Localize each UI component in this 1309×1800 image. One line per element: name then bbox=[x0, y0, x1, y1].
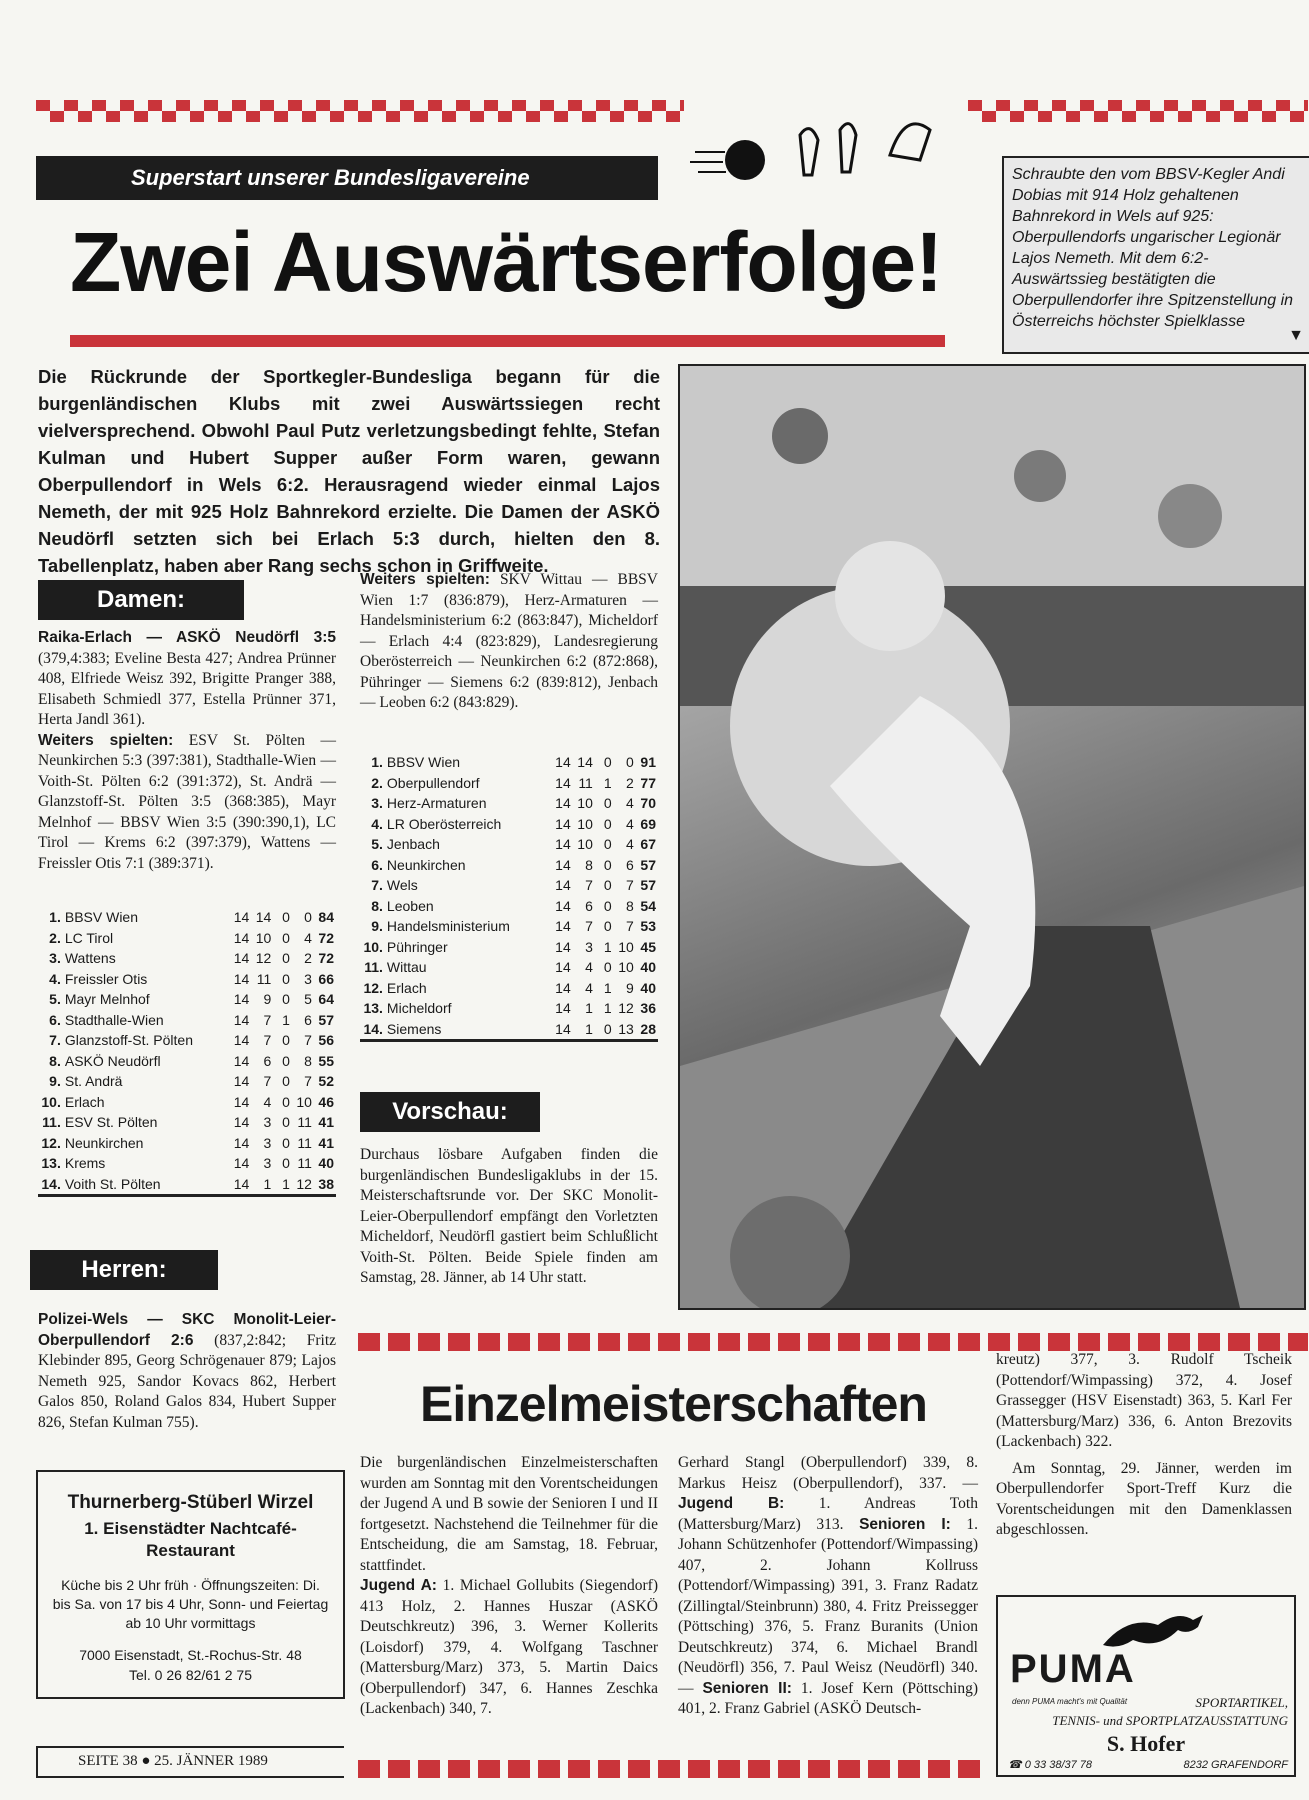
table-cell: 4 bbox=[626, 795, 634, 812]
table-cell: 0 bbox=[603, 897, 612, 914]
table-cell: 11 bbox=[297, 1134, 312, 1151]
table-row bbox=[360, 793, 658, 814]
table-cell: 4 bbox=[626, 836, 634, 853]
table-cell: 0 bbox=[282, 1155, 290, 1172]
table-row bbox=[38, 1051, 336, 1072]
table-cell: 14 bbox=[233, 1073, 250, 1090]
table-cell: 0 bbox=[603, 795, 612, 812]
table-cell: 3 bbox=[304, 970, 312, 987]
table-cell: Herz-Armaturen bbox=[386, 795, 487, 812]
table-row bbox=[38, 928, 336, 949]
puma-name: S. Hofer bbox=[1106, 1731, 1186, 1756]
footer-text: SEITE 38 ● 25. JÄNNER 1989 bbox=[78, 1753, 268, 1769]
einzel-col3-note: Am Sonntag, 29. Jänner, werden im Oberpullendorfer Sport-Treff Kurz die Vorentscheidungen mit den Damenklassen abgeschlossen. bbox=[996, 1459, 1292, 1538]
table-cell: 2 bbox=[304, 950, 312, 967]
table-cell: Neunkirchen bbox=[386, 856, 466, 873]
table-cell: 0 bbox=[282, 970, 290, 987]
table-cell: 0 bbox=[282, 909, 290, 926]
table-cell: 1 bbox=[282, 1175, 290, 1192]
einzel-heading: Einzelmeisterschaften bbox=[420, 1376, 927, 1432]
table-cell: 14 bbox=[233, 1093, 250, 1110]
table-cell: 10 bbox=[577, 836, 593, 853]
table-cell: 11. bbox=[42, 1114, 61, 1131]
table-cell: 14 bbox=[555, 897, 571, 914]
table-cell: 14 bbox=[555, 856, 571, 873]
table-row bbox=[38, 1030, 336, 1051]
herren-heading: Herren: bbox=[30, 1250, 218, 1290]
senioren-2-head: Senioren II: bbox=[702, 1679, 792, 1697]
table-row bbox=[38, 1153, 336, 1174]
table-row bbox=[360, 937, 658, 958]
table-cell: 4 bbox=[585, 979, 593, 996]
table-cell: Wattens bbox=[64, 950, 116, 967]
table-cell: 36 bbox=[640, 1000, 656, 1017]
page-footer bbox=[36, 1746, 344, 1778]
ad-wirzel-address: 7000 Eisenstadt, St.-Rochus-Str. 48 bbox=[79, 1647, 302, 1663]
senioren-1-head: Senioren I: bbox=[859, 1515, 951, 1533]
kicker-bar bbox=[36, 156, 658, 200]
table-cell: Handelsministerium bbox=[386, 918, 510, 935]
table-cell: 6 bbox=[626, 856, 634, 873]
table-cell: 1 bbox=[603, 979, 612, 996]
headline-rule bbox=[70, 335, 945, 347]
table-cell: 57 bbox=[640, 877, 656, 894]
table-cell: 7 bbox=[263, 1032, 272, 1049]
ad-puma bbox=[996, 1595, 1296, 1777]
table-cell: 0 bbox=[626, 754, 634, 771]
table-cell: 0 bbox=[603, 754, 612, 771]
table-cell: 11. bbox=[364, 959, 383, 976]
table-cell: 1 bbox=[263, 1175, 272, 1192]
table-cell: 2 bbox=[626, 774, 634, 791]
table-cell: 4 bbox=[585, 959, 593, 976]
table-cell: 14 bbox=[233, 1114, 250, 1131]
table-cell: LC Tirol bbox=[64, 929, 114, 946]
lead-paragraph: Die Rückrunde der Sportkegler-Bundesliga begann für die burgenländischen Klubs mit zwei Auswärtssiegen recht vielversprechend. Obwohl Paul Putz verletzungsbedingt fehlte, Stefan Kulman und Hubert Supper außer Form waren, gewann Oberpullendorf in Wels 6:2. Herausragend wieder einmal Lajos Nemeth, der mit 925 Holz Bahnrekord erzielte. Die Damen der ASKÖ Neudörfl setzten sich bei Erlach 5:3 durch, hielten den 8. Tabellenplatz, haben aber Rang sechs schon in Griffweite. bbox=[38, 366, 660, 576]
table-cell: 56 bbox=[318, 1032, 334, 1049]
jugend-b-text: 1. Andreas Toth (Mattersburg/Marz) 313. bbox=[678, 1495, 978, 1533]
table-cell: 52 bbox=[318, 1073, 334, 1090]
herren-match-head: Polizei-Wels — SKC Monolit-Leier-Oberpullendorf 2:6 bbox=[38, 1311, 336, 1349]
table-cell: 4 bbox=[263, 1093, 272, 1110]
table-cell: 12 bbox=[618, 1000, 634, 1017]
table-cell: 53 bbox=[640, 918, 656, 935]
table-cell: 0 bbox=[603, 815, 612, 832]
table-cell: Leoben bbox=[386, 897, 434, 914]
table-cell: 14 bbox=[233, 1052, 250, 1069]
table-cell: Neunkirchen bbox=[64, 1134, 144, 1151]
table-cell: LR Oberösterreich bbox=[386, 815, 502, 832]
table-cell: Erlach bbox=[386, 979, 427, 996]
table-cell: 9 bbox=[263, 991, 272, 1008]
damen-standings-table bbox=[38, 907, 336, 1197]
table-cell: 12. bbox=[363, 979, 383, 996]
ad-wirzel bbox=[36, 1470, 345, 1699]
einzel-col3-text: kreutz) 377, 3. Rudolf Tscheik (Pottendorf/Wimpassing) 372, 4. Josef Grassegger (HSV Eisenstadt) 363, 5. Karl Fer (Mattersburg/Marz) 336, 6. Anton Brezovits (Lackenbach) 322. bbox=[996, 1351, 1292, 1450]
table-row bbox=[38, 969, 336, 990]
table-row bbox=[360, 773, 658, 794]
table-cell: 7 bbox=[626, 918, 634, 935]
table-cell: 40 bbox=[318, 1155, 334, 1172]
table-cell: 77 bbox=[640, 774, 656, 791]
table-cell: 3 bbox=[263, 1155, 272, 1172]
ad-wirzel-name: Thurnerberg-Stüberl Wirzel bbox=[67, 1492, 314, 1513]
table-cell: 7 bbox=[263, 1073, 272, 1090]
table-cell: 10 bbox=[255, 929, 272, 946]
einzel-intro: Die burgenländischen Einzelmeisterschaften wurden am Sonntag mit den Vorentscheidungen der Jugend A und B sowie der Senioren I und II fortgesetzt. Nachstehend die Teilnehmer für die Entscheidung, die am Samstag, 18. Februar, stattfindet. bbox=[360, 1454, 658, 1574]
table-cell: 41 bbox=[318, 1114, 334, 1131]
table-cell: 64 bbox=[318, 991, 334, 1008]
table-cell: 14 bbox=[233, 950, 250, 967]
table-cell: 14 bbox=[255, 909, 272, 926]
table-cell: 6 bbox=[263, 1052, 272, 1069]
einzel-dash-band-bottom bbox=[358, 1760, 986, 1778]
table-cell: 0 bbox=[603, 877, 612, 894]
table-row bbox=[360, 752, 658, 773]
puma-slogan: denn PUMA macht's mit Qualität bbox=[1012, 1697, 1128, 1706]
table-cell: 13 bbox=[618, 1020, 634, 1037]
table-row bbox=[360, 896, 658, 917]
table-cell: 14 bbox=[233, 970, 250, 987]
table-cell: 11 bbox=[578, 774, 593, 791]
table-cell: 72 bbox=[318, 950, 334, 967]
table-cell: 10 bbox=[618, 959, 634, 976]
table-cell: 12 bbox=[296, 1175, 312, 1192]
table-cell: 14 bbox=[555, 877, 571, 894]
table-row bbox=[38, 1133, 336, 1154]
table-cell: Krems bbox=[64, 1155, 106, 1172]
table-cell: 7. bbox=[371, 877, 383, 894]
table-cell: 0 bbox=[282, 1073, 290, 1090]
table-cell: 46 bbox=[318, 1093, 334, 1110]
table-cell: BBSV Wien bbox=[386, 754, 461, 771]
table-cell: 5. bbox=[49, 991, 61, 1008]
table-cell: 0 bbox=[304, 909, 312, 926]
table-cell: 14 bbox=[555, 774, 571, 791]
table-cell: 5 bbox=[304, 991, 312, 1008]
table-cell: 55 bbox=[318, 1052, 334, 1069]
table-cell: 3 bbox=[263, 1114, 272, 1131]
table-row bbox=[360, 814, 658, 835]
damen-match-text: (379,4:383; Eveline Besta 427; Andrea Prünner 408, Elfriede Weisz 392, Brigitte Pranger 388, Elisabeth Schmiedl 377, Estella Prünner 371, Herta Jandl 361). bbox=[38, 649, 336, 728]
table-row bbox=[38, 1092, 336, 1113]
table-cell: Jenbach bbox=[386, 836, 440, 853]
ad-wirzel-phone: Tel. 0 26 82/61 2 75 bbox=[129, 1667, 252, 1683]
table-cell: 14 bbox=[233, 1011, 250, 1028]
table-row bbox=[360, 855, 658, 876]
table-cell: 8. bbox=[371, 897, 383, 914]
table-cell: 4 bbox=[626, 815, 634, 832]
table-cell: 14 bbox=[555, 959, 571, 976]
table-cell: 1 bbox=[585, 1000, 593, 1017]
table-cell: 0 bbox=[603, 856, 612, 873]
table-cell: 45 bbox=[640, 938, 656, 955]
table-cell: 14 bbox=[233, 1155, 250, 1172]
table-row bbox=[38, 907, 336, 928]
table-row bbox=[360, 1019, 658, 1041]
ad-wirzel-hours: Küche bis 2 Uhr früh · Öffnungszeiten: Di. bis Sa. von 17 bis 4 Uhr, Sonn- und Feiertag ab 10 Uhr vormittags bbox=[52, 1577, 329, 1631]
table-cell: 0 bbox=[282, 991, 290, 1008]
kicker-text: Superstart unserer Bundesligavereine bbox=[131, 165, 530, 190]
table-cell: 7 bbox=[585, 918, 593, 935]
table-cell: 3 bbox=[585, 938, 593, 955]
table-cell: Wittau bbox=[386, 959, 427, 976]
table-cell: 57 bbox=[318, 1011, 334, 1028]
puma-line2: TENNIS- und SPORTPLATZAUSSTATTUNG bbox=[1052, 1713, 1288, 1728]
table-cell: 4. bbox=[49, 970, 61, 987]
puma-brand: PUMA bbox=[1010, 1647, 1136, 1691]
table-cell: 70 bbox=[640, 795, 656, 812]
table-cell: 3. bbox=[371, 795, 383, 812]
top-checker-band bbox=[36, 100, 684, 122]
table-cell: 0 bbox=[282, 1093, 290, 1110]
vorschau-text: Durchaus lösbare Aufgaben finden die burgenländischen Bundesligaklubs in der 15. Meisterschaftsrunde vor. Der SKC Monolit-Leier-Oberpullendorf empfängt den Vorletzten Micheldorf, Neudörfl gastiert beim Schlußlicht Voith-St. Pölten. Beide Spiele finden am Samstag, 28. Jänner, ab 14 Uhr statt. bbox=[360, 1146, 658, 1286]
damen-weiters-text: ESV St. Pölten — Neunkirchen 5:3 (397:381), Stadthalle-Wien — Voith-St. Pölten 6:2 (391:372), St. Andrä — Glanzstoff-St. Pölten 3:5 (368:385), Mayr Melnhof — BBSV Wien 3:5 (390:390,1), LC Tirol — Krems 6:2 (397:379), Wattens — Freissler Otis 7:1 (389:371). bbox=[38, 731, 336, 872]
table-row bbox=[360, 978, 658, 999]
einzel-col3 bbox=[996, 1350, 1292, 1541]
damen-text bbox=[38, 628, 336, 874]
herren-standings-table bbox=[360, 752, 658, 1042]
table-cell: 7. bbox=[49, 1032, 61, 1049]
herren-weiters-text: SKV Wittau — BBSV Wien 1:7 (836:879), Herz-Armaturen — Handelsministerium 6:2 (863:847), Micheldorf — Erlach 4:4 (823:829), Landesregierung Oberösterreich — Neunkirchen 6:2 (872:868), Pühringer — Siemens 6:2 (839:812), Jenbach — Leoben 6:2 (843:829). bbox=[360, 571, 658, 711]
puma-city: 8232 GRAFENDORF bbox=[1183, 1759, 1288, 1771]
table-cell: 11 bbox=[297, 1114, 312, 1131]
table-cell: 7 bbox=[304, 1032, 312, 1049]
jugend-b-head: Jugend B: bbox=[678, 1495, 785, 1512]
damen-heading: Damen: bbox=[38, 580, 244, 620]
table-cell: Stadthalle-Wien bbox=[64, 1011, 164, 1028]
table-cell: 0 bbox=[603, 1020, 612, 1037]
table-cell: 9 bbox=[626, 979, 634, 996]
table-cell: 14 bbox=[233, 1134, 250, 1151]
table-cell: Freissler Otis bbox=[64, 970, 148, 987]
table-cell: 0 bbox=[282, 1052, 290, 1069]
table-cell: 14 bbox=[555, 836, 571, 853]
bowler-photo-illustration bbox=[680, 366, 1304, 1308]
table-cell: 0 bbox=[282, 1134, 290, 1151]
bowler-photo bbox=[678, 364, 1306, 1310]
table-cell: 10 bbox=[618, 938, 634, 955]
table-cell: 72 bbox=[318, 929, 334, 946]
herren-match bbox=[38, 1310, 336, 1433]
table-cell: 14 bbox=[555, 1000, 571, 1017]
einzel-dash-band-top bbox=[358, 1333, 1308, 1351]
herren-match-text: (837,2:842; Fritz Klebinder 895, Georg Schrögenauer 879; Lajos Nemeth 925, Sandor Kovacs 862, Herbert Galos 850, Roland Galos 834, Hubert Supper 826, Stefan Kulman 755). bbox=[38, 1331, 337, 1431]
table-cell: 10 bbox=[577, 795, 593, 812]
table-cell: 38 bbox=[318, 1175, 334, 1192]
table-row bbox=[38, 1174, 336, 1196]
table-cell: 6 bbox=[304, 1011, 312, 1028]
table-cell: 14 bbox=[555, 979, 571, 996]
table-cell: Erlach bbox=[64, 1093, 105, 1110]
bowling-logo-icon bbox=[690, 100, 970, 195]
table-row bbox=[38, 1112, 336, 1133]
table-cell: 5. bbox=[371, 836, 383, 853]
herren-weiters-head: Weiters spielten: bbox=[360, 571, 490, 588]
table-cell: 6. bbox=[49, 1011, 61, 1028]
herren-weiters bbox=[360, 570, 658, 714]
table-cell: 11 bbox=[256, 970, 272, 987]
table-cell: 14 bbox=[555, 754, 571, 771]
table-cell: 6 bbox=[585, 897, 593, 914]
table-cell: 12. bbox=[41, 1134, 61, 1151]
table-cell: 1. bbox=[371, 754, 383, 771]
table-cell: 0 bbox=[603, 836, 612, 853]
table-cell: 10. bbox=[41, 1093, 61, 1110]
table-cell: 7 bbox=[263, 1011, 272, 1028]
table-row bbox=[38, 948, 336, 969]
table-cell: 3. bbox=[49, 950, 61, 967]
table-row bbox=[360, 916, 658, 937]
table-cell: 8 bbox=[626, 897, 634, 914]
table-cell: 1. bbox=[49, 909, 61, 926]
table-cell: 69 bbox=[640, 815, 656, 832]
table-cell: 14 bbox=[555, 1020, 571, 1037]
table-row bbox=[38, 1071, 336, 1092]
table-cell: 14 bbox=[233, 1175, 250, 1192]
damen-weiters-head: Weiters spielten: bbox=[38, 731, 174, 749]
table-cell: 2. bbox=[371, 774, 383, 791]
table-cell: Voith St. Pölten bbox=[64, 1175, 161, 1192]
puma-phone: ☎ 0 33 38/37 78 bbox=[1008, 1759, 1093, 1771]
table-cell: 28 bbox=[640, 1020, 656, 1037]
table-cell: Oberpullendorf bbox=[386, 774, 480, 791]
table-row bbox=[360, 998, 658, 1019]
table-cell: 14. bbox=[41, 1175, 61, 1192]
table-cell: ESV St. Pölten bbox=[64, 1114, 158, 1131]
table-cell: 13. bbox=[363, 1000, 383, 1017]
table-cell: 8 bbox=[585, 856, 593, 873]
headline: Zwei Auswärtserfolge! bbox=[70, 215, 943, 309]
top-checker-band-right bbox=[968, 100, 1308, 122]
table-cell: 7 bbox=[626, 877, 634, 894]
senioren-1-text: 1. Johann Schützenhofer (Pottendorf/Wimpassing) 407, 2. Johann Kollruss (Pottendorf/Wimpassing) 391, 3. Franz Radatz (Zillingtal/Steinbrunn) 380, 4. Fritz Preissegger (Pöttsching) 376, 5. Franz Buranits (Union Deutschkreutz) 374, 6. Michael Brandl (Neudörfl) 356, 7. Paul Weisz (Neudörfl) 340. — bbox=[678, 1515, 979, 1697]
table-cell: 3 bbox=[263, 1134, 272, 1151]
table-cell: 40 bbox=[640, 979, 656, 996]
table-cell: 14 bbox=[555, 918, 571, 935]
table-cell: 1 bbox=[585, 1020, 593, 1037]
table-cell: 1 bbox=[603, 938, 612, 955]
table-cell: BBSV Wien bbox=[64, 909, 138, 926]
table-cell: 14 bbox=[233, 909, 250, 926]
jugend-a-text: 1. Michael Gollubits (Siegendorf) 413 Holz, 2. Hannes Huszar (ASKÖ Deutschkreutz) 396, 3. Werner Kollerits (Loisdorf) 379, 4. Wolfgang Taschner (Mattersburg/Marz) 373, 5. Martin Daics (Oberpullendorf) 347, 6. Hannes Zeschka (Lackenbach) 340, 7. bbox=[360, 1577, 658, 1717]
table-cell: 14 bbox=[577, 754, 593, 771]
table-cell: 9. bbox=[49, 1073, 61, 1090]
puma-line1: SPORTARTIKEL, bbox=[1195, 1695, 1288, 1710]
damen-match-head: Raika-Erlach — ASKÖ Neudörfl 3:5 bbox=[38, 629, 336, 646]
table-cell: 10. bbox=[363, 938, 383, 955]
ad-wirzel-sub: 1. Eisenstädter Nachtcafé-Restaurant bbox=[84, 1519, 297, 1560]
table-cell: 66 bbox=[318, 970, 334, 987]
table-cell: 0 bbox=[282, 1114, 290, 1131]
table-cell: 1 bbox=[603, 1000, 612, 1017]
table-cell: 10 bbox=[577, 815, 593, 832]
table-cell: 13. bbox=[41, 1155, 61, 1172]
table-cell: Glanzstoff-St. Pölten bbox=[64, 1032, 193, 1049]
jugend-a-head: Jugend A: bbox=[360, 1577, 437, 1594]
table-cell: 14 bbox=[555, 795, 571, 812]
senioren-2-text: 1. Josef Kern (Pöttsching) 401, 2. Franz Gabriel (ASKÖ Deutsch- bbox=[678, 1679, 978, 1717]
table-cell: 12 bbox=[255, 950, 272, 967]
einzel-col1 bbox=[360, 1453, 658, 1720]
table-cell: 8 bbox=[304, 1052, 312, 1069]
caption-arrow-icon: ▼ bbox=[1288, 327, 1304, 344]
table-row bbox=[360, 875, 658, 896]
table-cell: 41 bbox=[318, 1134, 334, 1151]
vorschau-heading: Vorschau: bbox=[360, 1092, 540, 1132]
table-cell: 1 bbox=[282, 1011, 290, 1028]
caption-text: Schraubte den vom BBSV-Kegler Andi Dobias mit 914 Holz gehaltenen Bahnrekord in Wels auf 925: Oberpullendorfs ungarischer Legionär Lajos Nemeth. Mit dem 6:2-Auswärtssieg bestätigten die Oberpullendorfer ihre Spitzenstellung in Österreichs höchster Spielklasse bbox=[1012, 166, 1294, 330]
table-cell: 4. bbox=[371, 815, 383, 832]
table-cell: 10 bbox=[296, 1093, 312, 1110]
einzel-col2 bbox=[678, 1453, 978, 1720]
table-cell: 14 bbox=[233, 991, 250, 1008]
table-cell: 0 bbox=[603, 959, 612, 976]
table-cell: 84 bbox=[318, 909, 334, 926]
table-cell: 91 bbox=[640, 754, 656, 771]
table-cell: Pühringer bbox=[386, 938, 448, 955]
table-cell: 14. bbox=[363, 1020, 383, 1037]
table-cell: 6. bbox=[371, 856, 383, 873]
table-cell: 7 bbox=[304, 1073, 312, 1090]
photo-caption-box bbox=[1002, 156, 1309, 354]
table-cell: 54 bbox=[640, 897, 656, 914]
table-cell: 7 bbox=[585, 877, 593, 894]
table-cell: 0 bbox=[603, 918, 612, 935]
table-row bbox=[360, 957, 658, 978]
table-cell: 4 bbox=[304, 929, 312, 946]
table-row bbox=[38, 989, 336, 1010]
table-cell: 11 bbox=[297, 1155, 312, 1172]
table-cell: 14 bbox=[555, 815, 571, 832]
table-cell: 0 bbox=[282, 950, 290, 967]
table-cell: 14 bbox=[233, 1032, 250, 1049]
table-cell: 40 bbox=[640, 959, 656, 976]
table-cell: 2. bbox=[49, 929, 61, 946]
einzel-col2-start: Gerhard Stangl (Oberpullendorf) 339, 8. Markus Heisz (Oberpullendorf), 337. — bbox=[678, 1454, 978, 1492]
table-cell: 9. bbox=[371, 918, 383, 935]
table-cell: Wels bbox=[386, 877, 418, 894]
table-cell: ASKÖ Neudörfl bbox=[64, 1052, 161, 1069]
table-row bbox=[360, 834, 658, 855]
table-cell: 1 bbox=[603, 774, 612, 791]
table-cell: 14 bbox=[233, 929, 250, 946]
table-cell: St. Andrä bbox=[64, 1073, 123, 1090]
table-cell: 14 bbox=[555, 938, 571, 955]
table-row bbox=[38, 1010, 336, 1031]
table-cell: 67 bbox=[640, 836, 656, 853]
table-cell: 0 bbox=[282, 1032, 290, 1049]
table-cell: 8. bbox=[49, 1052, 61, 1069]
table-cell: Micheldorf bbox=[386, 1000, 452, 1017]
table-cell: 57 bbox=[640, 856, 656, 873]
table-cell: 0 bbox=[282, 929, 290, 946]
table-cell: Siemens bbox=[386, 1020, 442, 1037]
table-cell: Mayr Melnhof bbox=[64, 991, 150, 1008]
